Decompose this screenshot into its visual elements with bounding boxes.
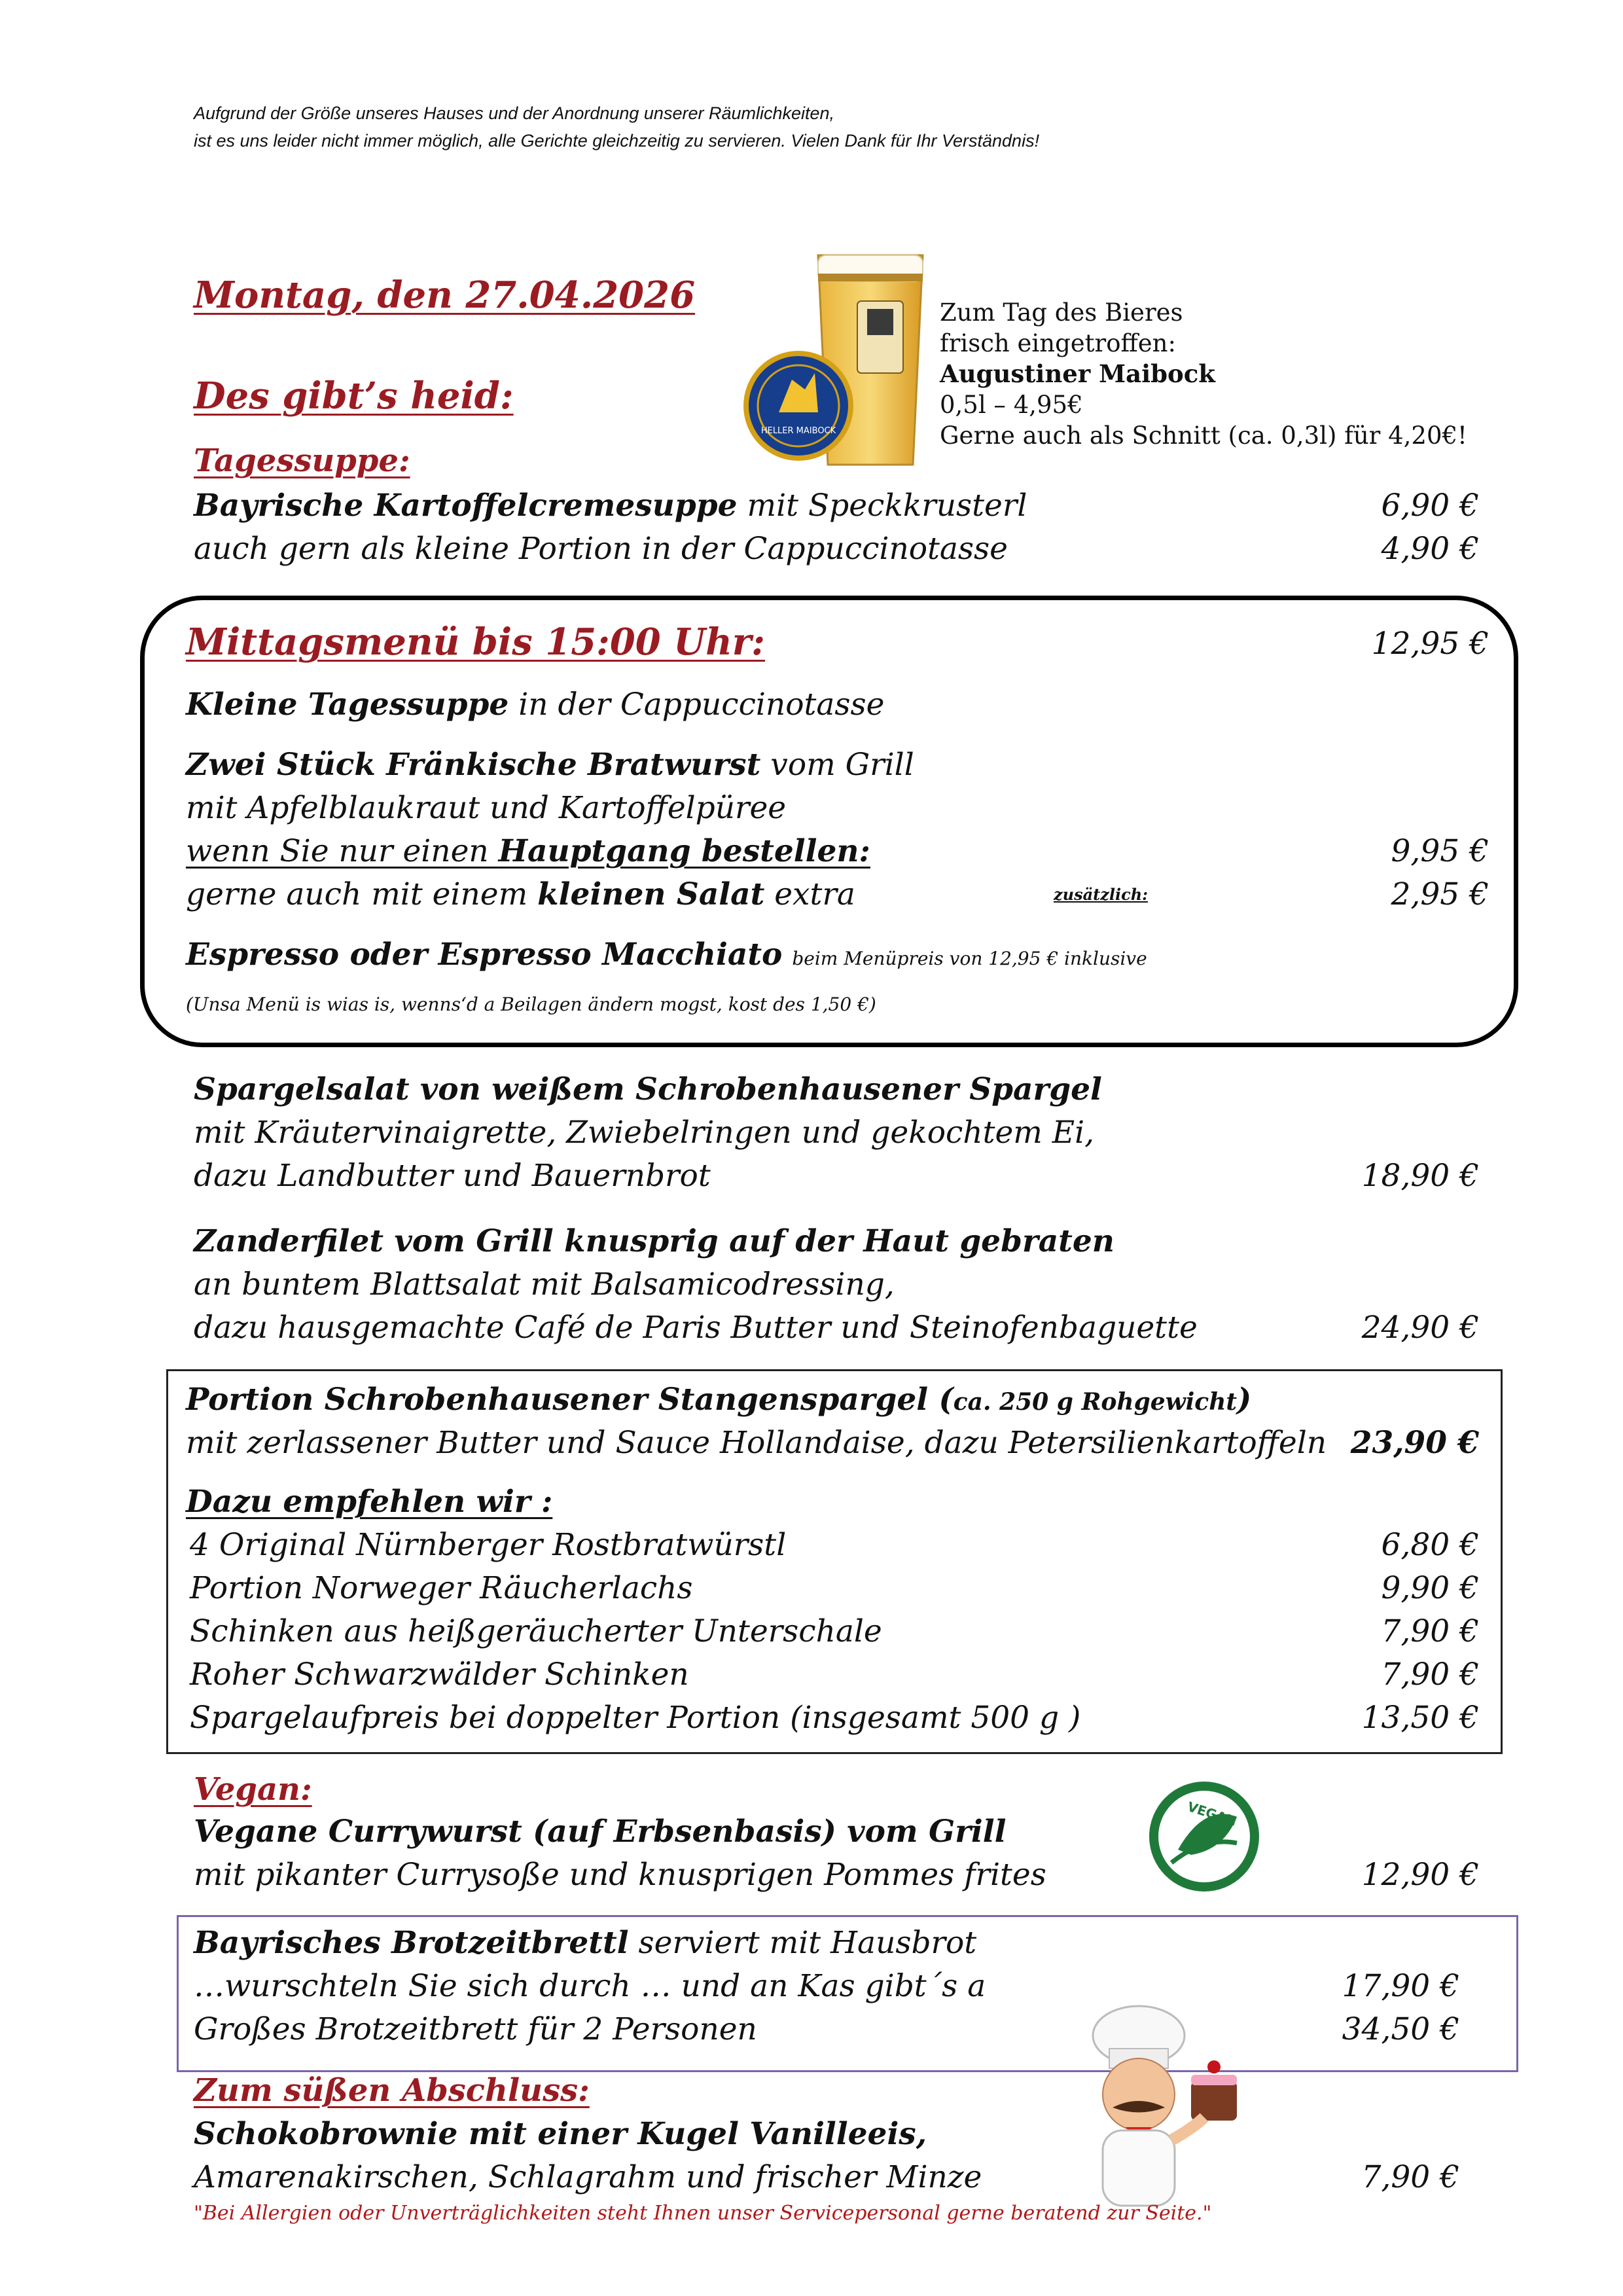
vegan-line-2: mit pikanter Currysoße und knusprigen Pommes frites (194, 1857, 1046, 1893)
espresso-bold: Espresso oder Espresso Macchiato (186, 937, 783, 973)
spargelsalat-price: 18,90 € (1361, 1158, 1479, 1194)
sub-heading: Des gibt’s heid: (194, 374, 514, 418)
asparagus-title-end: ) (1237, 1382, 1252, 1418)
lunch-salad (186, 873, 855, 916)
recommend-item: Portion Norweger Räucherlachs (190, 1570, 693, 1606)
salad-price: 2,95 € (1391, 876, 1489, 912)
vegan-heading: Vegan: (194, 1771, 312, 1808)
vegan-title: Vegane Currywurst (auf Erbsenbasis) vom Grill (194, 1814, 1007, 1850)
spargelsalat-title: Spargelsalat von weißem Schrobenhausener Spargel (194, 1071, 1102, 1107)
brotzeit-price-3: 34,50 € (1342, 2011, 1459, 2047)
salad-b: kleinen Salat (537, 876, 765, 912)
dessert-price: 7,90 € (1361, 2159, 1459, 2195)
lunch-note: (Unsa Menü is wias is, wenns‘d a Beilagen ändern mogst, kost des 1,50 €) (186, 994, 876, 1015)
notice-line-1: Aufgrund der Größe unseres Hauses und der Anordnung unserer Räumlichkeiten, (194, 103, 835, 123)
salad-c: extra (764, 876, 855, 912)
lunch-heading: Mittagsmenü bis 15:00 Uhr: (186, 620, 765, 664)
vegan-badge-icon (1145, 1778, 1263, 1895)
chef-illustration (1073, 2003, 1257, 2212)
zander-title: Zanderfilet vom Grill knusprig auf der Haut gebraten (194, 1223, 1115, 1259)
notice-line-2: ist es uns leider nicht immer möglich, alle Gerichte gleichzeitig zu servieren. Vielen Dank für Ihr Verständnis! (194, 131, 1040, 151)
vegan-price: 12,90 € (1361, 1857, 1479, 1893)
only-main-a: wenn Sie nur einen (186, 833, 499, 869)
asparagus-line-2: mit zerlassener Butter und Sauce Hollandaise, dazu Petersilienkartoffeln (186, 1425, 1327, 1461)
soup-small-price: 4,90 € (1381, 531, 1479, 567)
lunch-main-bold: Zwei Stück Fränkische Bratwurst (186, 747, 761, 783)
dessert-heading: Zum süßen Abschluss: (194, 2072, 590, 2109)
asparagus-price: 23,90 € (1350, 1425, 1479, 1461)
recommend-item-price: 7,90 € (1381, 1613, 1479, 1649)
brotzeit-price-2: 17,90 € (1342, 1968, 1459, 2004)
brotzeit-line-3: Großes Brotzeitbrett für 2 Personen (194, 2011, 757, 2047)
recommend-item-price: 9,90 € (1381, 1570, 1479, 1606)
soup-small-portion: auch gern als kleine Portion in der Cappuccinotasse (194, 531, 1008, 567)
beer-special (940, 297, 1467, 451)
brotzeit-title-bold: Bayrisches Brotzeitbrettl (194, 1925, 629, 1961)
lunch-soup-rest: in der Cappuccinotasse (508, 687, 885, 723)
soup-title (194, 484, 1027, 528)
dessert-line-2: Amarenakirschen, Schlagrahm und frischer Minze (194, 2159, 982, 2195)
soup-name-rest: mit Speckkrusterl (737, 488, 1027, 524)
badge-text: HELLER MAIBOCK (760, 426, 836, 436)
espresso-small: beim Menüpreis von 12,95 € inklusive (792, 948, 1147, 969)
asparagus-title-small: ca. 250 g Rohgewicht (953, 1388, 1238, 1416)
recommend-item: Schinken aus heißgeräucherter Unterschale (190, 1613, 882, 1649)
dessert-title: Schokobrownie mit einer Kugel Vanilleeis, (194, 2116, 927, 2152)
only-main-price: 9,95 € (1391, 833, 1489, 869)
beer-schnitt: Gerne auch als Schnitt (ca. 0,3l) für 4,20€! (940, 422, 1467, 450)
salad-a: gerne auch mit einem (186, 876, 538, 912)
lunch-espresso (186, 933, 1147, 980)
recommend-item-price: 7,90 € (1381, 1657, 1479, 1693)
beer-line-1: Zum Tag des Bieres (940, 298, 1183, 327)
brotzeit-title-rest: serviert mit Hausbrot (628, 1925, 977, 1961)
beer-size-price: 0,5l – 4,95€ (940, 391, 1083, 419)
zander-price: 24,90 € (1361, 1310, 1479, 1346)
lunch-price: 12,95 € (1371, 626, 1489, 662)
service-notice (194, 99, 1039, 154)
recommend-item-price: 13,50 € (1361, 1700, 1479, 1736)
spargelsalat-line-3: dazu Landbutter und Bauernbrot (194, 1158, 711, 1194)
asparagus-title-main: Portion Schrobenhausener Stangenspargel ( (186, 1382, 954, 1418)
zander-line-3: dazu hausgemachte Café de Paris Butter und Steinofenbaguette (194, 1310, 1198, 1346)
lunch-main (186, 744, 914, 787)
allergy-footer: "Bei Allergien oder Unverträglichkeiten steht Ihnen unser Servicepersonal gerne beratend zur Seite." (194, 2202, 1212, 2225)
brotzeit-title (194, 1922, 976, 1965)
recommend-item: Roher Schwarzwälder Schinken (190, 1657, 689, 1693)
salad-extra-label: zusätzlich: (1054, 885, 1149, 904)
beer-glass-image (726, 249, 936, 478)
lunch-soup-bold: Kleine Tagessuppe (186, 687, 509, 723)
brotzeit-line-2: …wurschteln Sie sich durch … und an Kas gibt´s a (194, 1968, 986, 2004)
recommend-item: 4 Original Nürnberger Rostbratwürstl (190, 1527, 787, 1563)
recommend-item: Spargelaufpreis bei doppelter Portion (insgesamt 500 g ) (190, 1700, 1081, 1736)
beer-name: Augustiner Maibock (940, 359, 1215, 388)
zander-line-2: an buntem Blattsalat mit Balsamicodressing, (194, 1266, 895, 1302)
lunch-only-main (186, 830, 870, 873)
only-main-b: Hauptgang bestellen: (498, 833, 870, 869)
recommend-item-price: 6,80 € (1381, 1527, 1479, 1563)
lunch-soup (186, 683, 884, 726)
recommend-heading: Dazu empfehlen wir : (186, 1484, 553, 1520)
date-heading: Montag, den 27.04.2026 (194, 274, 696, 317)
soup-price: 6,90 € (1381, 488, 1479, 524)
vegan-badge-text: VEGAN (1185, 1798, 1239, 1829)
lunch-main-rest: vom Grill (760, 747, 914, 783)
soup-heading: Tagessuppe: (194, 442, 410, 479)
soup-name: Bayrische Kartoffelcremesuppe (194, 488, 738, 524)
lunch-main-line-2: mit Apfelblaukraut und Kartoffelpüree (186, 790, 787, 826)
beer-line-2: frisch eingetroffen: (940, 329, 1176, 357)
asparagus-title (186, 1378, 1251, 1424)
spargelsalat-line-2: mit Kräutervinaigrette, Zwiebelringen und gekochtem Ei, (194, 1115, 1095, 1151)
